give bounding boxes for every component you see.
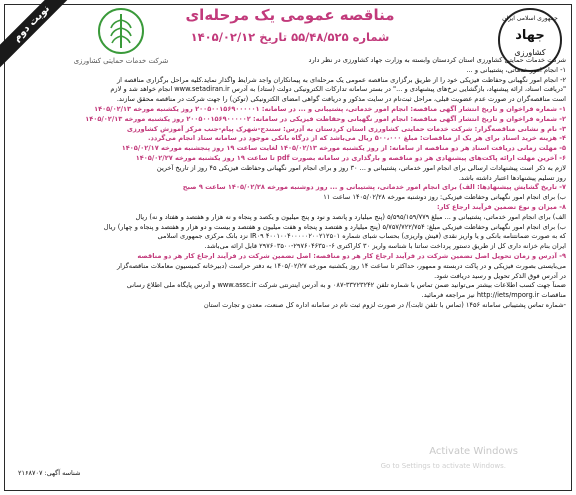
notice-line: در آدرس فوق الذکر تحویل و رسید دریافت شود. <box>434 271 566 280</box>
notice-line: ۸- میزان و نوع تضمین فرآیند ارجاع کار: <box>436 202 566 211</box>
ad-id: شناسه آگهی: ۲۱۶۸۷۰۷ <box>18 469 81 477</box>
notice-line: شرکت خدمات حمایتی کشاورزی استان کردستان وابسته به وزارت جهاد کشاورزی در نظر دارد <box>308 56 566 64</box>
notice-line: الف) برای انجام امور خدماتی، پشتیبانی و ... مبلغ ۵/۵۹۵/۱۵۹/۷۷۹ (پنج میلیارد و پانصد و نود و پنج میلیون و یکصد و پنجاه و نه هزار و هفتصد و هفتاد و نه) ریال <box>135 212 566 221</box>
notice-line: ۶- آخرین مهلت ارائه پاکت‌های پیشنهادی هر دو مناقصه و بارگذاری در سامانه بصورت pdf تا ساعت ۱۹ روز یکشنبه مورخه ۱۴۰۵/۰۲/۲۷ <box>135 153 566 162</box>
notice-line: ۵- مهلت زمانی دریافت اسناد هر دو مناقصه از سامانه: از روز یکشنبه مورخه ۱۴۰۵/۰۲/۱۳ لغایت ساعت ۱۹ روز پنجشنبه مورخه ۱۴۰۵/۰۲/۱۷ <box>121 144 566 153</box>
notice-line: ۴- هزینه خرید اسناد برای هر یک از مناقصات: مبلغ ۵۰۰،۰۰۰ ریال می‌باشد که از درگاه بانکی موجود در سامانه ستاد انجام می‌گردد. <box>148 134 566 143</box>
notice-line: ۲- شماره فراخوان و تاریخ انتشار آگهی مناقصه: انجام امور نگهبانی وحفاظت فیزیکی در سامانه: ۲۰۰۵۰۰۱۵۶۹۰۰۰۰۰۲ روز یکشنبه مورخه ۱۴۰۵/۰۲/۱۳ <box>85 114 566 123</box>
notice-line: روز تسلیم پیشنهادها اعتبار داشته باشد. <box>458 173 566 182</box>
notice-number-date: شماره ۵۵/۴۸/۵۲۵ تاریخ ۱۴۰۵/۰۲/۱۲ <box>190 30 390 44</box>
seal-top-text: جمهوری اسلامی ایران <box>502 15 558 22</box>
notice-line: ۲- انجام امور نگهبانی وحفاظت فیزیکی خود را از طریق برگزاری مناقصه عمومی یک مرحله‌ای به پیمانکاران واجد شرایط واگذار نماید.کلیه مراحل برگزاری مناقصه از <box>116 75 566 84</box>
notice-line: ۳- نام و نشانی مناقصه‌گزار: شرکت خدمات حمایتی کشاورزی استان کردستان به آدرس: سنندج-شهرک پیام-جنب مرکز آموزش کشاورزی <box>126 124 566 133</box>
activation-watermark: Activate Windows <box>429 446 518 457</box>
notice-line: مناقصات http://iets/mporg.ir نیز مراجعه فرمائید. <box>421 291 566 300</box>
notice-line: ۹- آدرس و زمان تحویل اصل تضمین شرکت در فرآیند ارجاع کار هر دو مناقصه: اصل تضمین شرکت در فرآیند ارجاع کار هر دو مناقصه <box>137 251 566 260</box>
wheat-logo-icon <box>91 6 151 56</box>
notice-line: "دریافت اسناد، ارائه پیشنهاد، بازگشایی نرخ‌های پیشنهادی و ..." در بستر سامانه تدارکات الکترونیکی دولت (ستاد) به آدرس www.setadiran.ir انجام خواهد شد و لازم <box>110 85 566 94</box>
notice-line: لازم به ذکر است پیشنهادات ارسالی برای انجام امور خدماتی، پشتیبانی و ... ۳۰ روز و برای انجام امور نگهبانی وحفاظت فیزیکی ۴۵ روز از تاریخ آخرین <box>156 163 566 172</box>
notice-line: می‌بایستی بصورت فیزیکی و در پاکت دربسته و ممهور، حداکثر تا ساعت ۱۴ روز یکشنبه مورخه ۱۴۰۵/۰۲/۲۷ به دفتر حراست (دبیرخانه کمیسیون معاملات مناقصه‌گزار <box>116 261 566 270</box>
seal-bottom-text: کشاورزی <box>514 48 546 57</box>
company-logo-caption: شرکت خدمات حمایتی کشاورزی <box>73 57 169 65</box>
notice-line: ضمناً جهت کسب اطلاعات بیشتر می‌توانید ضمن تماس با شماره تلفن ۳۳۲۲۳۲۴۲-۰۸۷ و به آدرس اینترنتی شرکت www.assc.ir و آدرس پایگاه ملی اطلاع رسانی <box>126 281 566 290</box>
seal-mid-text: جهاد <box>515 28 545 43</box>
notice-line: که به صورت ضمانتنامه بانکی و یا واریز نقدی (فیش واریزی) بحساب شبای شماره ۴۰۰۱۰۰۴۰۰۰۰۰۲۰۰۲۱۲۵۰۱ IR۰۹ نزد بانک مرکزی جمهوری اسلامی <box>157 232 566 241</box>
notice-line: ۱- انجام امور خدماتی، پشتیبانی و ... <box>466 65 566 74</box>
notice-title: مناقصه عمومی یک مرحله‌ای <box>185 6 395 24</box>
activation-watermark-sub: Go to Settings to activate Windows. <box>380 462 506 470</box>
round-ribbon-label: نوبت دوم <box>0 0 70 70</box>
notice-line: ب) برای انجام امور نگهبانی وحفاظت فیزیکی مبلغ: ۵/۷۵۷/۷۲۲/۷۵۴ (پنج میلیارد و هفتصد و پنجاه و هفت میلیون و هفتصد و بیست و دو هزار و هفتصد و پنجاه و چهار) ریال <box>103 222 566 231</box>
notice-line: -شماره تماس پشتیبانی سامانه ۱۴۵۶ (تماس با تلفن ثابت)/ در صورت لزوم ثبت نام در سامانه اداره کل صنعت، معدن و تجارت استان <box>203 300 566 309</box>
notice-line: ۷- تاریخ گشایش پیشنهادها: الف) برای انجام امور خدماتی، پشتیبانی و ... روز دوشنبه مورخه ۱۴۰۵/۰۲/۲۸ ساعت ۹ صبح <box>182 183 566 192</box>
notice-line: ۱- شماره فراخوان و تاریخ انتشار آگهی مناقصه: انجام امور خدماتی، پشتیبانی و ... در سامانه: ۲۰۰۵۰۰۱۵۶۹۰۰۰۰۰۱ روز یکشنبه مورخه ۱۴۰۵/۰۲/۱۳ <box>94 104 566 113</box>
notice-line: ایران بنام خزانه داری کل از طریق دستور پرداخت ساتنا با شناسه واریز ۳۰ کاراکتری ۶-۲۹۷۶۰۴۶۳۵۰-۲۹۷۶۰۳۵۰۰ قابل ارائه می‌باشد. <box>204 242 566 251</box>
notice-body <box>12 56 566 311</box>
notice-line: ب) برای انجام امور نگهبانی وحفاظت فیزیکی: روز دوشنبه مورخه ۱۴۰۵/۰۲/۲۸ ساعت ۱۱ <box>323 193 566 202</box>
notice-line: است مناقصه‌گران در صورت عدم عضویت قبلی، مراحل ثبت‌نام در سایت مذکور و دریافت گواهی امضای الکترونیکی (توکن) را جهت شرکت در مناقصه محقق سازند. <box>116 95 566 104</box>
